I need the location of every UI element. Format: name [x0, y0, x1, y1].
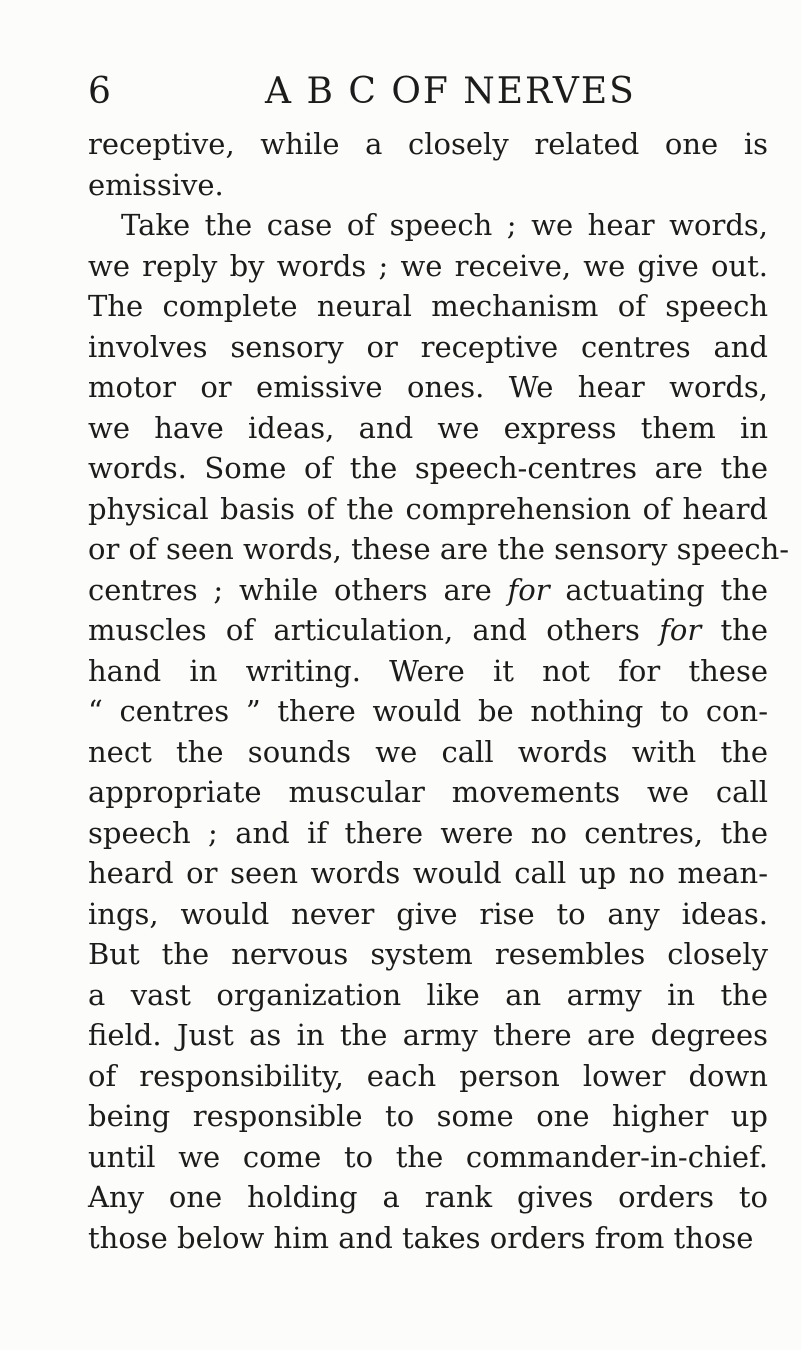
- text-line: nect the sounds we call words with the: [88, 734, 768, 769]
- text-line: field. Just as in the army there are degrees: [88, 1018, 768, 1052]
- text-line: Any one holding a rank gives orders to: [88, 1180, 768, 1214]
- running-head: [88, 68, 758, 116]
- text-line: emissive.: [88, 167, 224, 202]
- text-line: involves sensory or receptive centres and: [88, 329, 768, 364]
- text-line: motor or emissive ones. We hear words,: [88, 370, 768, 404]
- text-line: until we come to the commander-in-chief.: [88, 1139, 768, 1174]
- text-line: Take the case of speech ; we hear words,: [121, 208, 768, 242]
- text-line: being responsible to some one higher up: [88, 1099, 768, 1133]
- text-line: physical basis of the comprehension of heard: [88, 491, 768, 526]
- text-line: “ centres ” there would be nothing to con-: [88, 694, 768, 728]
- text-line: receptive, while a closely related one is: [88, 127, 768, 161]
- text-line: hand in writing. Were it not for these: [88, 653, 768, 688]
- text-line: heard or seen words would call up no mean-: [88, 856, 768, 890]
- text-line: those below him and takes orders from those: [88, 1220, 754, 1255]
- text-line: words. Some of the speech-centres are the: [88, 451, 768, 485]
- page-number: 6: [88, 71, 112, 112]
- text-line: a vast organization like an army in the: [88, 977, 768, 1012]
- body-text: [88, 124, 790, 1258]
- text-line: we have ideas, and we express them in: [88, 410, 768, 445]
- text-line: speech ; and if there were no centres, the: [88, 815, 768, 850]
- text-line: or of seen words, these are the sensory speech-: [88, 532, 790, 566]
- text-line: of responsibility, each person lower down: [88, 1058, 768, 1093]
- text-line: we reply by words ; we receive, we give out.: [88, 248, 768, 283]
- text-line: appropriate muscular movements we call: [88, 775, 768, 809]
- text-line: centres ; while others are for actuating the: [88, 572, 768, 607]
- text-line: ings, would never give rise to any ideas.: [88, 896, 768, 931]
- text-line: muscles of articulation, and others for the: [88, 613, 769, 647]
- running-title: A B C OF NERVES: [265, 71, 636, 112]
- text-line: But the nervous system resembles closely: [88, 937, 768, 971]
- text-line: The complete neural mechanism of speech: [88, 289, 768, 323]
